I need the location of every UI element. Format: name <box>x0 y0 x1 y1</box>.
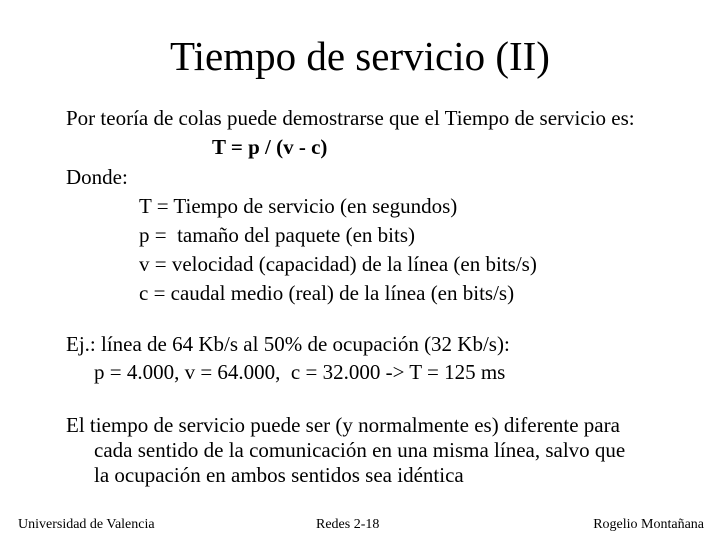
note-line-1: El tiempo de servicio puede ser (y normalmente es) diferente para <box>66 413 620 437</box>
example-line-2: p = 4.000, v = 64.000, c = 32.000 -> T = 125 ms <box>94 360 506 384</box>
note-line-2: cada sentido de la comunicación en una misma línea, salvo que <box>94 438 626 462</box>
definition-c: c = caudal medio (real) de la línea (en bits/s) <box>139 281 515 305</box>
footer-slide-number: Redes 2-18 <box>316 517 380 532</box>
slide-title: Tiempo de servicio (II) <box>170 33 550 79</box>
footer-author: Rogelio Montañana <box>593 517 704 532</box>
note-line-3: la ocupación en ambos sentidos sea idéntica <box>94 463 464 487</box>
footer-university: Universidad de Valencia <box>18 517 155 532</box>
intro-text: Por teoría de colas puede demostrarse que el Tiempo de servicio es: <box>66 106 635 130</box>
definition-t: T = Tiempo de servicio (en segundos) <box>139 194 458 218</box>
definition-v: v = velocidad (capacidad) de la línea (en bits/s) <box>139 252 537 276</box>
donde-label: Donde: <box>66 165 128 189</box>
example-line-1: Ej.: línea de 64 Kb/s al 50% de ocupación (32 Kb/s): <box>66 332 510 356</box>
definition-p: p = tamaño del paquete (en bits) <box>139 223 416 247</box>
formula: T = p / (v - c) <box>212 135 328 159</box>
